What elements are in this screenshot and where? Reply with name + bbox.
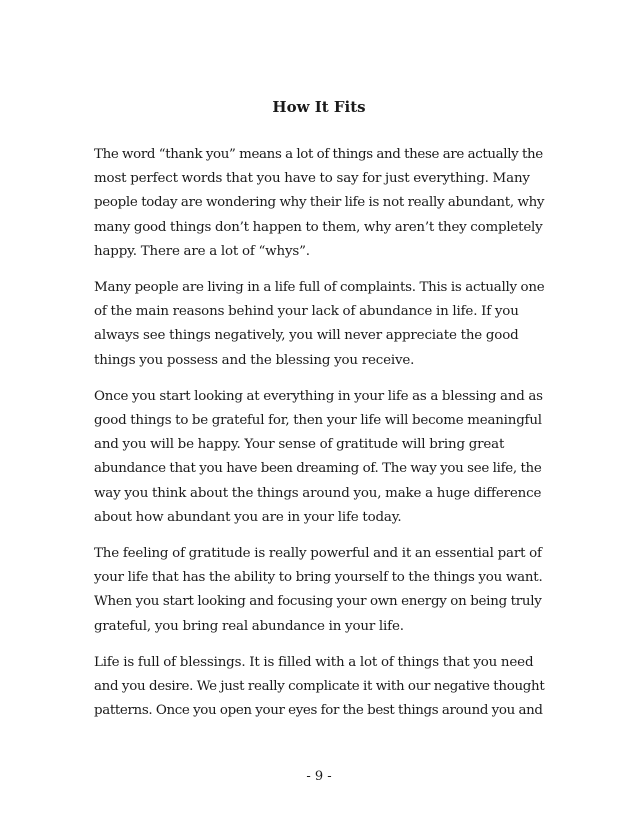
text-line: patterns. Once you open your eyes for the best things around you and (94, 703, 543, 719)
text-line: happy. There are a lot of “whys”. (94, 243, 310, 259)
paragraph-4 (94, 542, 544, 639)
section-heading: How It Fits (272, 98, 366, 116)
text-line: most perfect words that you have to say for just everything. Many (94, 171, 530, 187)
text-line: and you desire. We just really complicate it with our negative thought (94, 679, 545, 695)
text-line: of the main reasons behind your lack of abundance in life. If you (94, 304, 519, 320)
text-line: The feeling of gratitude is really powerful and it an essential part of (94, 546, 542, 562)
text-line: Life is full of blessings. It is filled with a lot of things that you need (94, 654, 534, 670)
page-number: - 9 - (306, 769, 332, 784)
text-line: Many people are living in a life full of complaints. This is actually one (94, 280, 545, 296)
text-line: many good things don’t happen to them, why aren’t they completely (94, 219, 543, 235)
text-line: always see things negatively, you will never appreciate the good (94, 328, 519, 344)
text-line: When you start looking and focusing your own energy on being truly (94, 594, 542, 610)
text-line: your life that has the ability to bring yourself to the things you want. (94, 570, 543, 586)
text-line: people today are wondering why their life is not really abundant, why (94, 195, 545, 211)
text-line: The word “thank you” means a lot of things and these are actually the (94, 147, 543, 162)
text-line: way you think about the things around you, make a huge difference (94, 485, 542, 501)
text-line: about how abundant you are in your life today. (94, 509, 402, 525)
paragraph-1 (94, 143, 544, 264)
text-line: and you will be happy. Your sense of gratitude will bring great (94, 437, 505, 453)
paragraph-5 (94, 651, 544, 724)
text-line: grateful, you bring real abundance in your life. (94, 618, 404, 634)
text-line: Once you start looking at everything in your life as a blessing and as (94, 388, 543, 404)
text-line: good things to be grateful for, then your life will become meaningful (94, 413, 542, 429)
body-text (94, 143, 544, 735)
text-line: abundance that you have been dreaming of. The way you see life, the (94, 461, 542, 477)
text-line: things you possess and the blessing you receive. (94, 352, 415, 368)
paragraph-3 (94, 385, 544, 530)
paragraph-2 (94, 276, 544, 373)
